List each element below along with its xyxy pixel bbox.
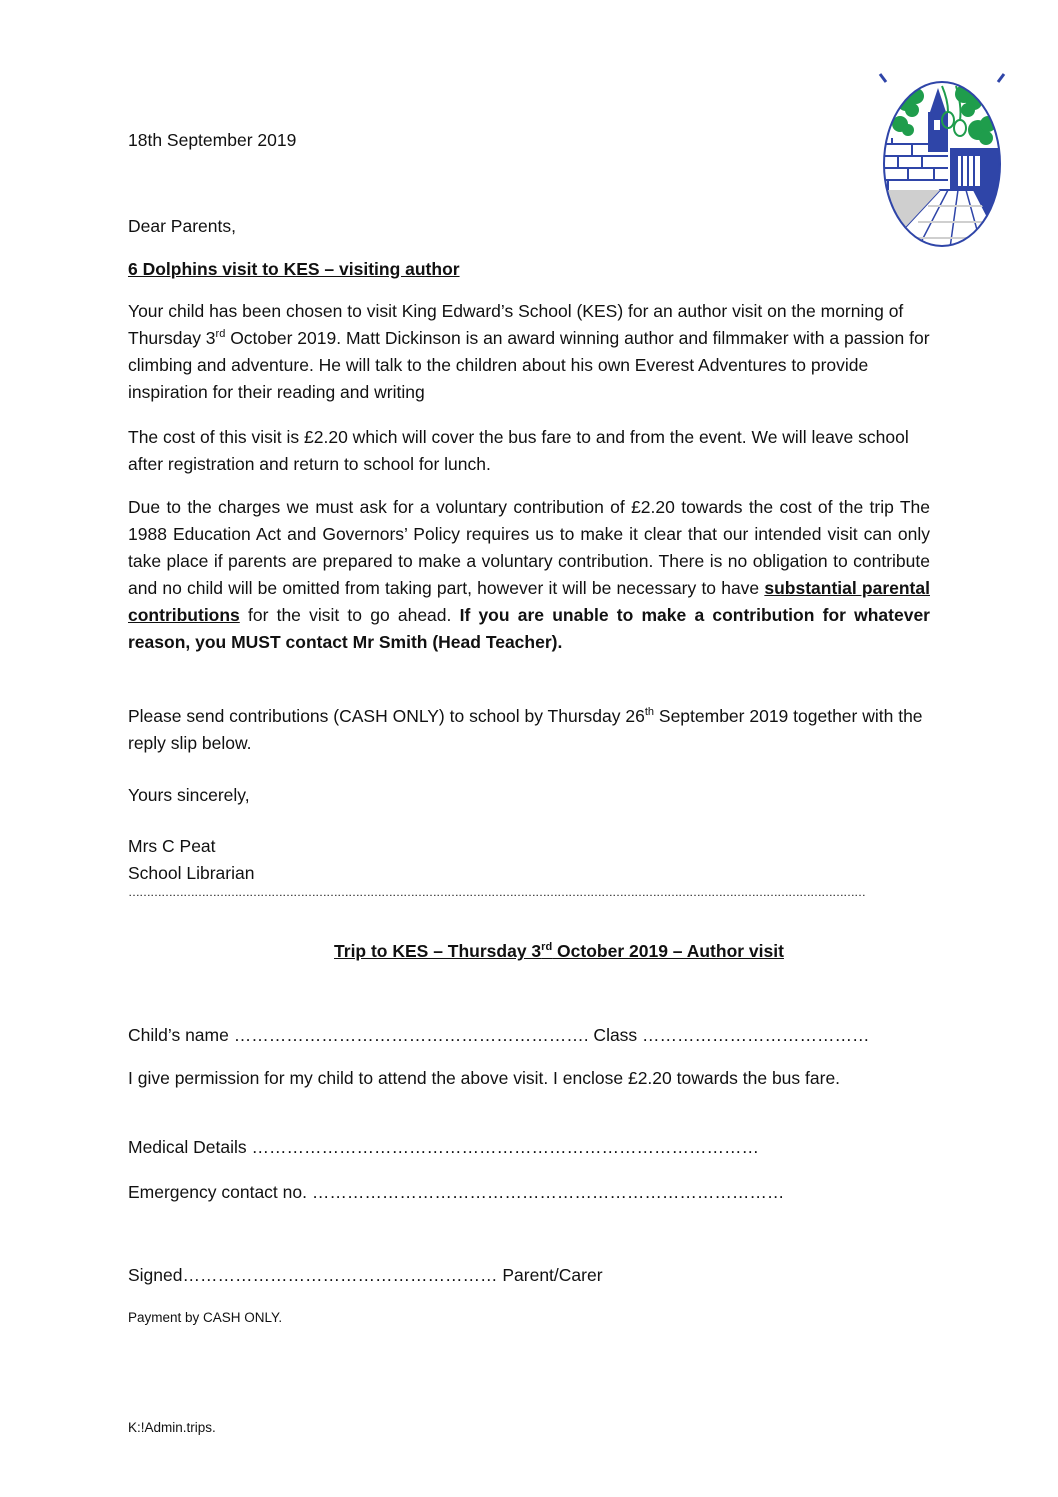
signature-field: Signed……………………………………………… Parent/Carer — [128, 1265, 603, 1285]
cut-line-dots: ………………………………………………………………………………………………………………………………………………………………………………… — [128, 885, 865, 899]
salutation: Dear Parents, — [128, 216, 236, 236]
paragraph-payment-deadline: Please send contributions (CASH ONLY) to school by Thursday 26th September 2019 together with the reply slip below. — [128, 706, 923, 753]
paragraph-invitation: Your child has been chosen to visit King Edward’s School (KES) for an author visit on the morning of Thursday 3rd October 2019. Matt Dickinson is an award winning author and filmmaker with a passion for climbing and adventure. He will talk to the children about his own Everest Adventures to provide inspiration for their reading and writing — [128, 301, 930, 402]
footer-reference: K:!Admin.trips. — [128, 1420, 216, 1435]
letter-subject: 6 Dolphins visit to KES – visiting author — [128, 259, 460, 279]
signer-name: Mrs C Peat — [128, 836, 216, 856]
paragraph-contribution: Due to the charges we must ask for a voluntary contribution of £2.20 towards the cost of the trip The 1988 Education Act and Governors’ Policy requires us to make it clear that our intended visit can only take place if parents are prepared to make a voluntary contribution. There is no obligation to contribute and no child will be omitted from taking part, however it will be necessary to have substantial parental contributions for the visit to go ahead. If you are unable to make a contribution for whatever reason, you MUST contact Mr Smith (Head Teacher). — [128, 497, 930, 652]
closing: Yours sincerely, — [128, 785, 250, 805]
school-crest-icon — [878, 72, 1006, 248]
signer-title: School Librarian — [128, 863, 255, 883]
slip-title: Trip to KES – Thursday 3rd October 2019 – Author visit — [334, 941, 784, 961]
permission-statement: I give permission for my child to attend the above visit. I enclose £2.20 towards the bus fare. — [128, 1068, 841, 1088]
emergency-contact-field: Emergency contact no. ……………………………………………………………………… — [128, 1182, 785, 1202]
paragraph-cost: The cost of this visit is £2.20 which will cover the bus fare to and from the event. We will leave school after registration and return to school for lunch. — [128, 427, 909, 474]
payment-note: Payment by CASH ONLY. — [128, 1310, 283, 1325]
medical-details-field: Medical Details …………………………………………………………………………… — [128, 1137, 760, 1157]
child-name-class-field: Child’s name ……………………………………………………. Class ………………………………… — [128, 1025, 870, 1045]
letter-date: 18th September 2019 — [128, 130, 297, 150]
